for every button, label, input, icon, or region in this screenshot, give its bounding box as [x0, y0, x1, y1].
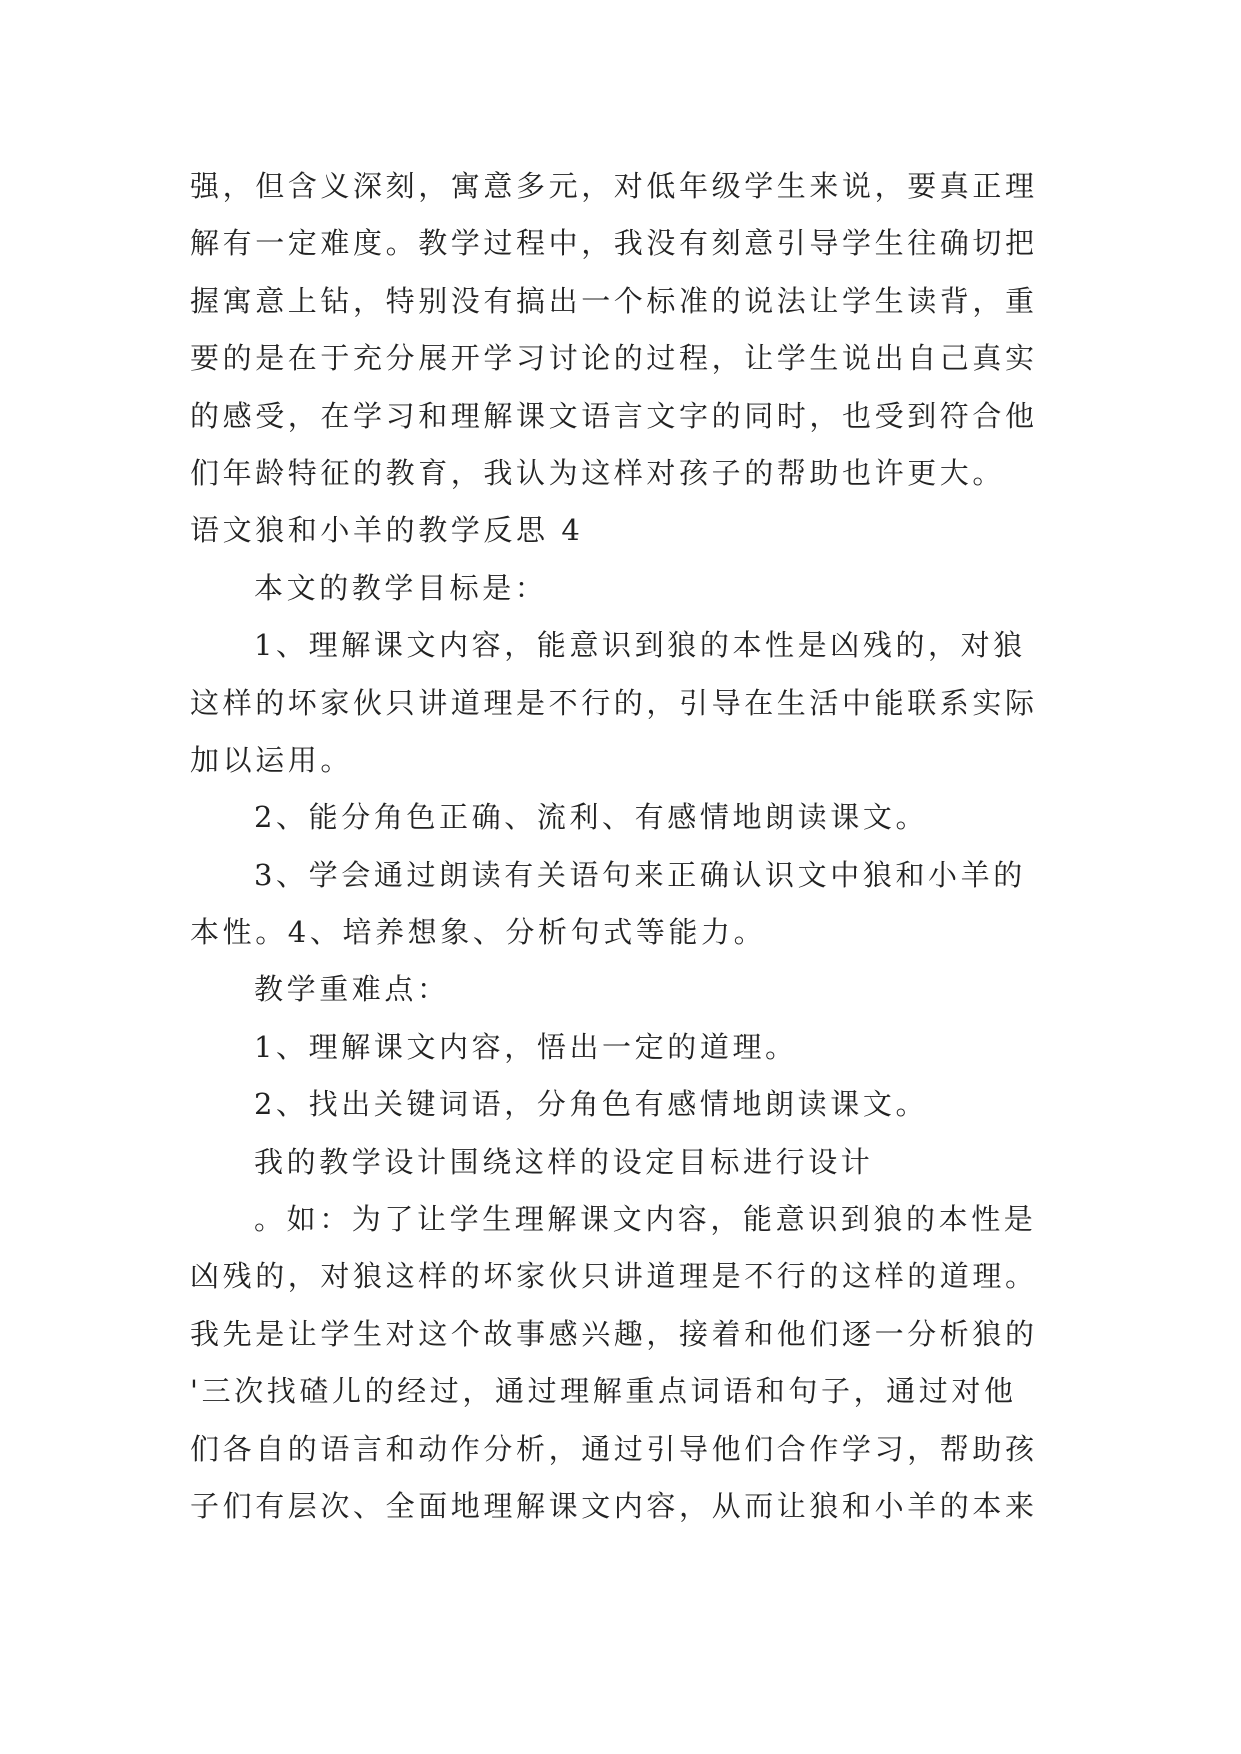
text-line: 凶残的，对狼这样的坏家伙只讲道理是不行的这样的道理。: [190, 1259, 1038, 1294]
list-item: 1、理解课文内容，悟出一定的道理。: [254, 1029, 798, 1064]
text-line: 子们有层次、全面地理解课文内容，从而让狼和小羊的本来: [190, 1488, 1038, 1523]
text-line: 加以运用。: [190, 742, 354, 777]
text-line: 握寓意上钻，特别没有搞出一个标准的说法让学生读背，重: [190, 283, 1038, 318]
text-line: 要的是在于充分展开学习讨论的过程，让学生说出自己真实: [190, 341, 1038, 376]
text-line: 强，但含义深刻，寓意多元，对低年级学生来说，要真正理: [190, 169, 1038, 203]
text-line: 我先是让学生对这个故事感兴趣，接着和他们逐一分析狼的: [190, 1316, 1038, 1351]
text-line: 的感受，在学习和理解课文语言文字的同时，也受到符合他: [190, 398, 1038, 433]
list-item: 2、能分角色正确、流利、有感情地朗读课文。: [254, 800, 929, 835]
text-line: 们各自的语言和动作分析，通过引导他们合作学习，帮助孩: [190, 1431, 1038, 1466]
text-line: 我的教学设计围绕这样的设定目标进行设计: [254, 1144, 874, 1179]
text-line: 。如：为了让学生理解课文内容，能意识到狼的本性是: [254, 1202, 1037, 1237]
text-line: 这样的坏家伙只讲道理是不行的，引导在生活中能联系实际: [190, 685, 1038, 720]
list-item: 2、找出关键词语，分角色有感情地朗读课文。: [254, 1087, 929, 1122]
document-body: [190, 158, 1050, 1535]
list-item: 3、学会通过朗读有关语句来正确认识文中狼和小羊的: [254, 857, 1026, 892]
list-item: 1、理解课文内容，能意识到狼的本性是凶残的，对狼: [254, 628, 1026, 663]
text-line: 本性。4、培养想象、分析句式等能力。: [190, 915, 767, 950]
section-heading: 语文狼和小羊的教学反思 4: [190, 513, 584, 548]
text-line: 们年龄特征的教育，我认为这样对孩子的帮助也许更大。: [190, 455, 1006, 490]
text-line: '三次找碴儿的经过，通过理解重点词语和句子，通过对他: [190, 1374, 1017, 1409]
text-line: 教学重难点：: [254, 972, 450, 1007]
text-line: 解有一定难度。教学过程中，我没有刻意引导学生往确切把: [190, 226, 1038, 261]
text-line: 本文的教学目标是：: [254, 570, 548, 605]
